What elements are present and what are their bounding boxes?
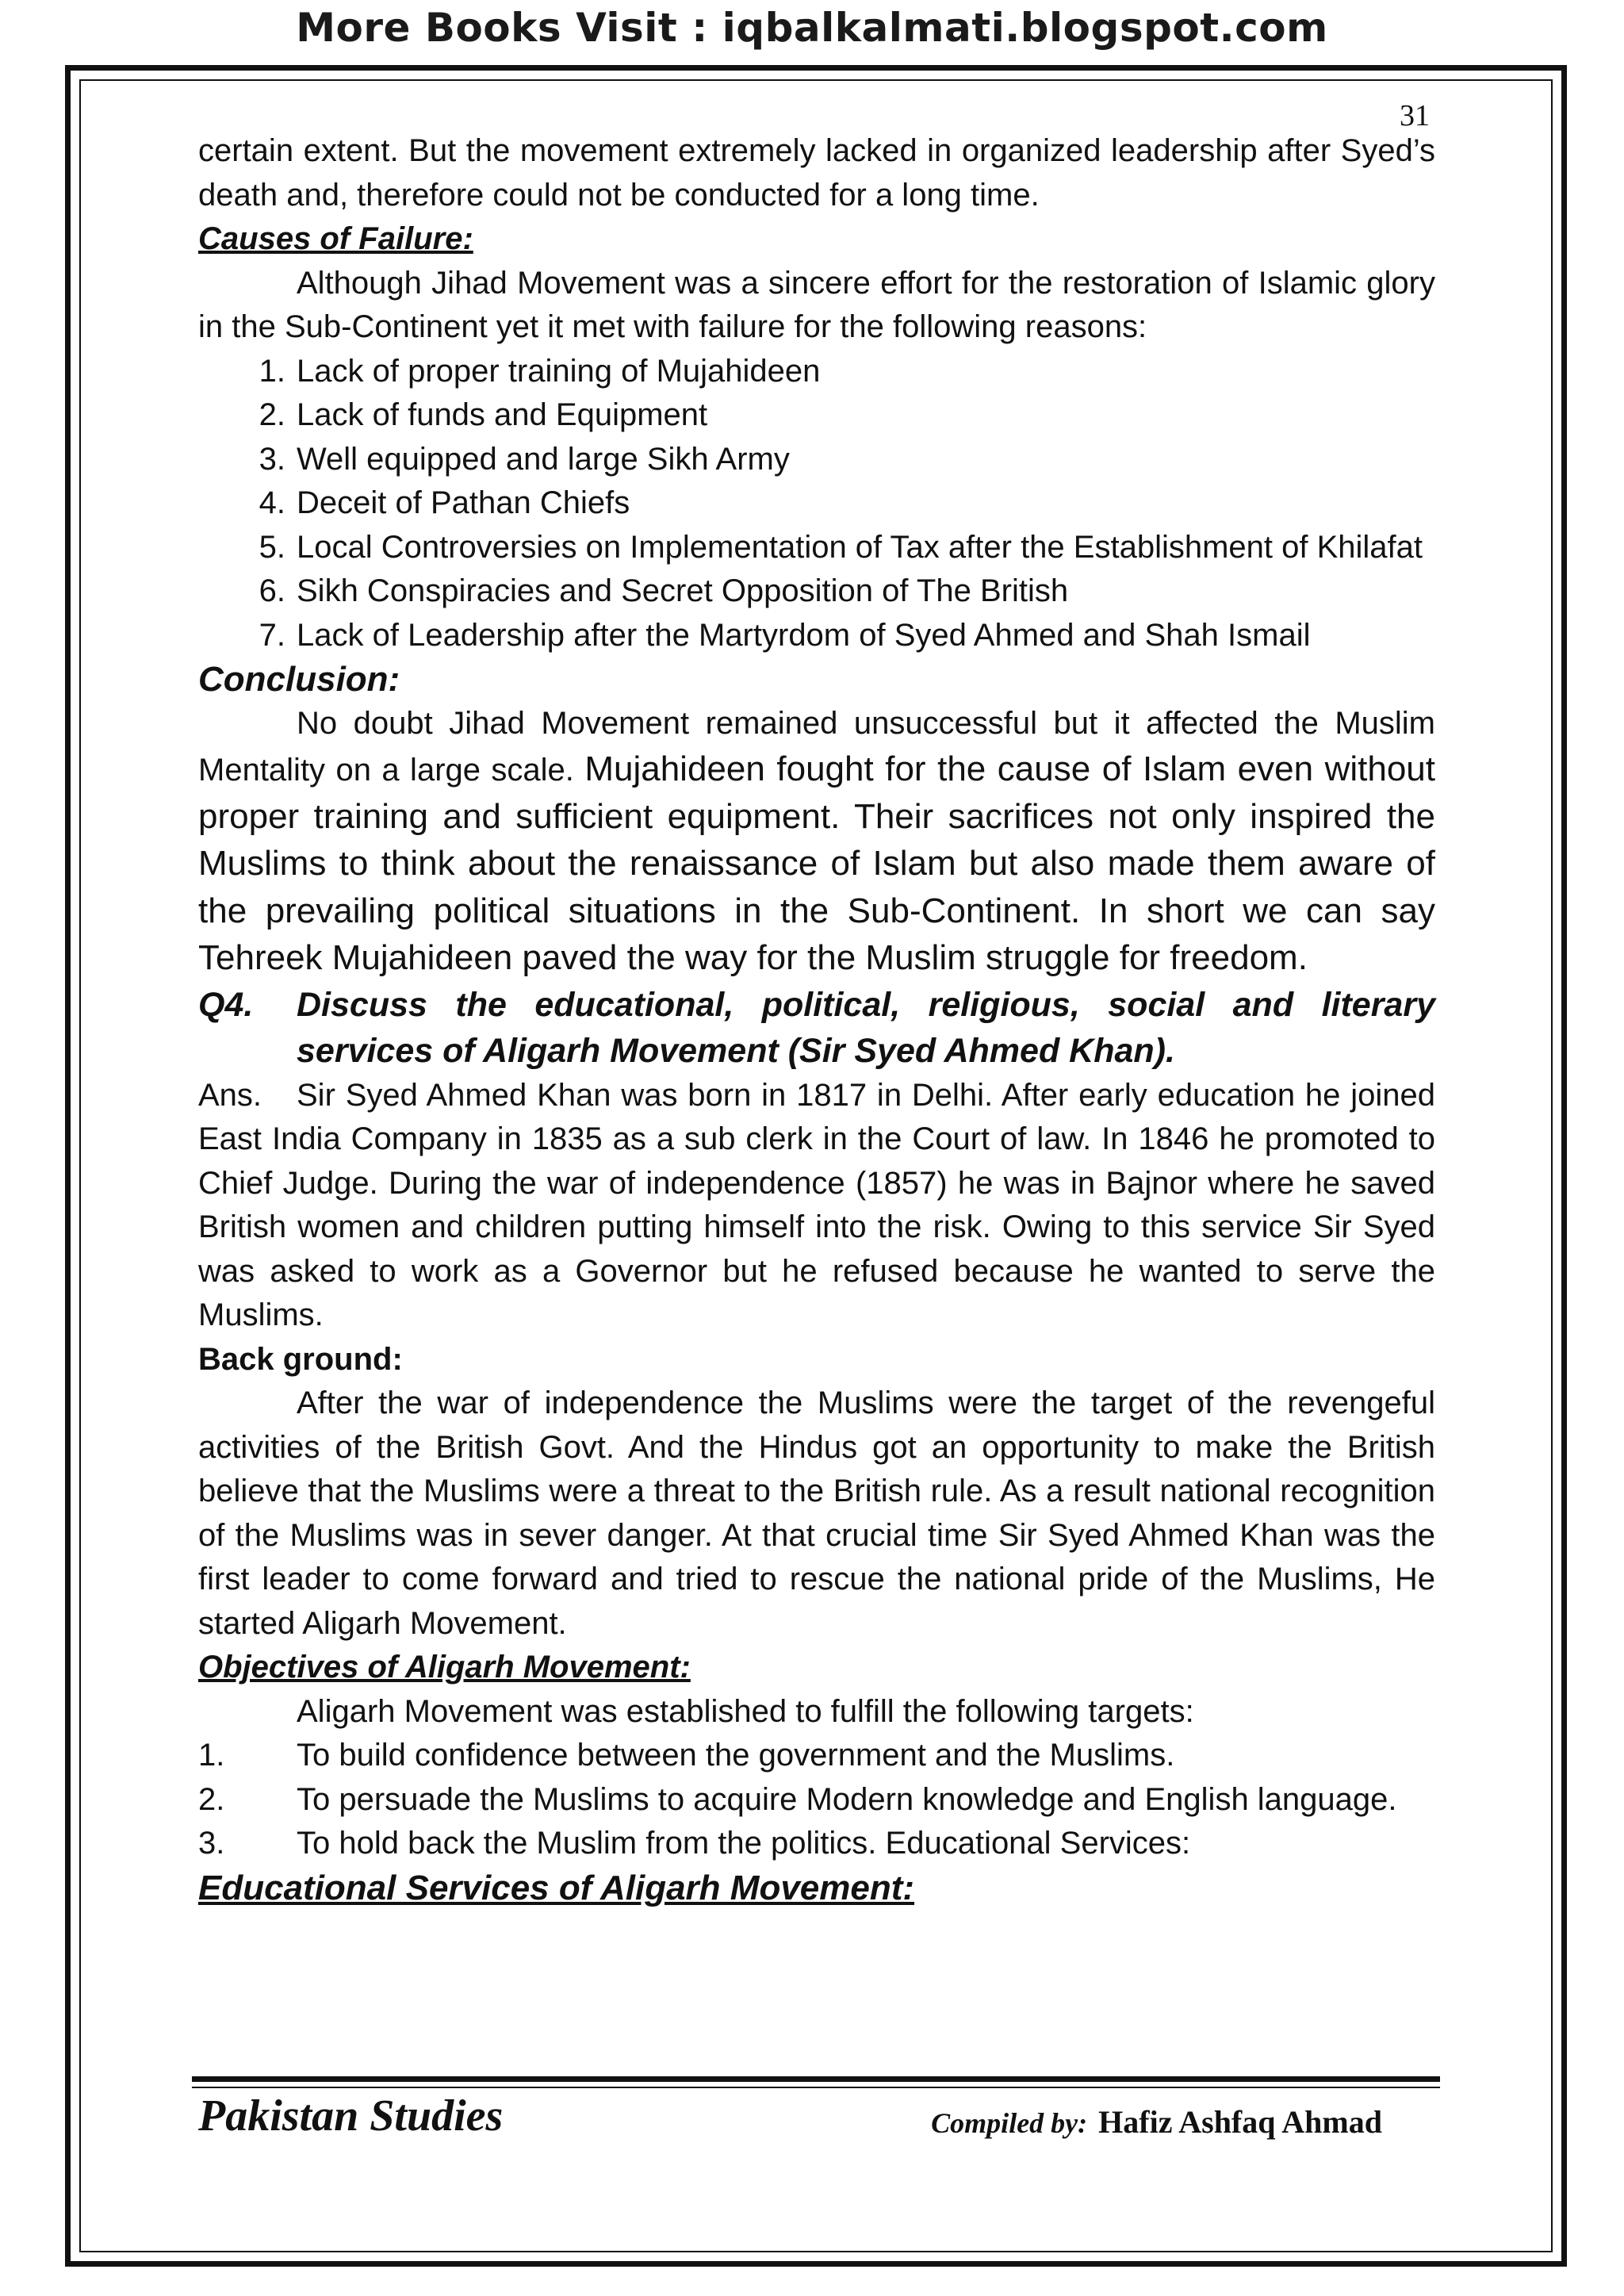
site-banner: More Books Visit : iqbalkalmati.blogspot.com bbox=[296, 5, 1328, 51]
answer-paragraph bbox=[198, 1074, 1435, 1338]
list-text: Sikh Conspiracies and Secret Opposition of The British bbox=[297, 573, 1069, 608]
list-item bbox=[198, 481, 1435, 526]
list-item bbox=[198, 350, 1435, 394]
conclusion-paragraph bbox=[198, 702, 1435, 982]
page-number: 31 bbox=[1400, 99, 1430, 132]
list-number: 6. bbox=[259, 573, 285, 608]
list-text: Lack of proper training of Mujahideen bbox=[297, 353, 821, 389]
objectives-intro: Aligarh Movement was established to fulfill the following targets: bbox=[297, 1693, 1194, 1729]
list-item bbox=[198, 1734, 1435, 1778]
list-item bbox=[198, 1822, 1435, 1866]
answer-text: Sir Syed Ahmed Khan was born in 1817 in Delhi. After early education he joined East India Company in 1835 as a sub clerk in the Court of law. In 1846 he promoted to Chief Judge. During the war of independence (1857) he was in Bajnor where he saved British women and children putting himself into the risk. Owing to this service Sir Syed was asked to work as a Governor but he refused because he wanted to serve the Muslims. bbox=[198, 1077, 1435, 1332]
conclusion-part-2: Mujahideen fought for the cause of Islam even without proper training and sufficient equipment. Their sacrifices not only inspired the Muslims to think about the renaissance of Islam but also made them aware of the prevailing political situations in the Sub-Continent. In short we can say Tehreek Mujahideen paved the way for the Muslim struggle for freedom. bbox=[198, 749, 1435, 977]
list-text: Deceit of Pathan Chiefs bbox=[297, 485, 630, 520]
footer-compiler bbox=[931, 2103, 1382, 2141]
causes-heading: Causes of Failure: bbox=[198, 221, 473, 256]
list-number: 1. bbox=[259, 353, 285, 389]
list-number: 5. bbox=[259, 529, 285, 565]
list-number: 2. bbox=[259, 397, 285, 432]
educational-services-heading: Educational Services of Aligarh Movement: bbox=[198, 1868, 915, 1907]
conclusion-heading: Conclusion: bbox=[198, 660, 400, 699]
causes-list bbox=[198, 350, 1435, 658]
list-number: 1. bbox=[198, 1738, 225, 1773]
compiled-by-label: Compiled by: bbox=[931, 2107, 1088, 2139]
footer-rule-thin bbox=[192, 2087, 1440, 2088]
question-text: Discuss the educational, political, religious, social and literary services of Aligarh Movement (Sir Syed Ahmed Khan). bbox=[297, 985, 1435, 1070]
page-content bbox=[198, 129, 1435, 1910]
list-item bbox=[198, 438, 1435, 482]
list-item bbox=[198, 393, 1435, 438]
list-number: 4. bbox=[259, 485, 285, 520]
question-number: Q4. bbox=[198, 985, 254, 1024]
answer-label: Ans. bbox=[198, 1077, 262, 1113]
footer-rule-thick bbox=[192, 2076, 1440, 2082]
question-heading bbox=[198, 982, 1435, 1074]
list-text: To persuade the Muslims to acquire Modern knowledge and English language. bbox=[297, 1781, 1397, 1817]
list-item bbox=[198, 1778, 1435, 1823]
list-text: To hold back the Muslim from the politics. Educational Services: bbox=[297, 1826, 1191, 1861]
background-heading: Back ground: bbox=[198, 1341, 403, 1377]
conclusion-part-1: No doubt Jihad Movement remained unsuccessful but it affected the Muslim Mentality on a large scale. bbox=[198, 705, 1435, 788]
list-text: Well equipped and large Sikh Army bbox=[297, 441, 790, 477]
list-number: 3. bbox=[198, 1826, 225, 1861]
author-name: Hafiz Ashfaq Ahmad bbox=[1098, 2104, 1382, 2140]
intro-paragraph: certain extent. But the movement extremely lacked in organized leadership after Syed’s death and, therefore could not be conducted for a long time. bbox=[198, 133, 1435, 213]
list-number: 2. bbox=[198, 1781, 225, 1817]
causes-paragraph: Although Jihad Movement was a sincere effort for the restoration of Islamic glory in the Sub-Continent yet it met with failure for the following reasons: bbox=[198, 265, 1435, 344]
list-item bbox=[198, 569, 1435, 614]
list-number: 7. bbox=[259, 617, 285, 653]
list-text: To build confidence between the government and the Muslims. bbox=[297, 1738, 1175, 1773]
list-text: Local Controversies on Implementation of Tax after the Establishment of Khilafat bbox=[297, 529, 1423, 565]
list-text: Lack of funds and Equipment bbox=[297, 397, 708, 432]
footer-subject: Pakistan Studies bbox=[198, 2091, 504, 2141]
list-item bbox=[198, 614, 1435, 658]
list-number: 3. bbox=[259, 441, 285, 477]
list-item bbox=[198, 526, 1435, 570]
background-paragraph: After the war of independence the Muslims were the target of the revengeful activities of the British Govt. And the Hindus got an opportunity to make the British believe that the Muslims were a threat to the British rule. As a result national recognition of the Muslims was in sever danger. At that crucial time Sir Syed Ahmed Khan was the first leader to come forward and tried to rescue the national pride of the Muslims, He started Aligarh Movement. bbox=[198, 1386, 1435, 1641]
objectives-heading: Objectives of Aligarh Movement: bbox=[198, 1650, 691, 1685]
list-text: Lack of Leadership after the Martyrdom of Syed Ahmed and Shah Ismail bbox=[297, 617, 1311, 653]
